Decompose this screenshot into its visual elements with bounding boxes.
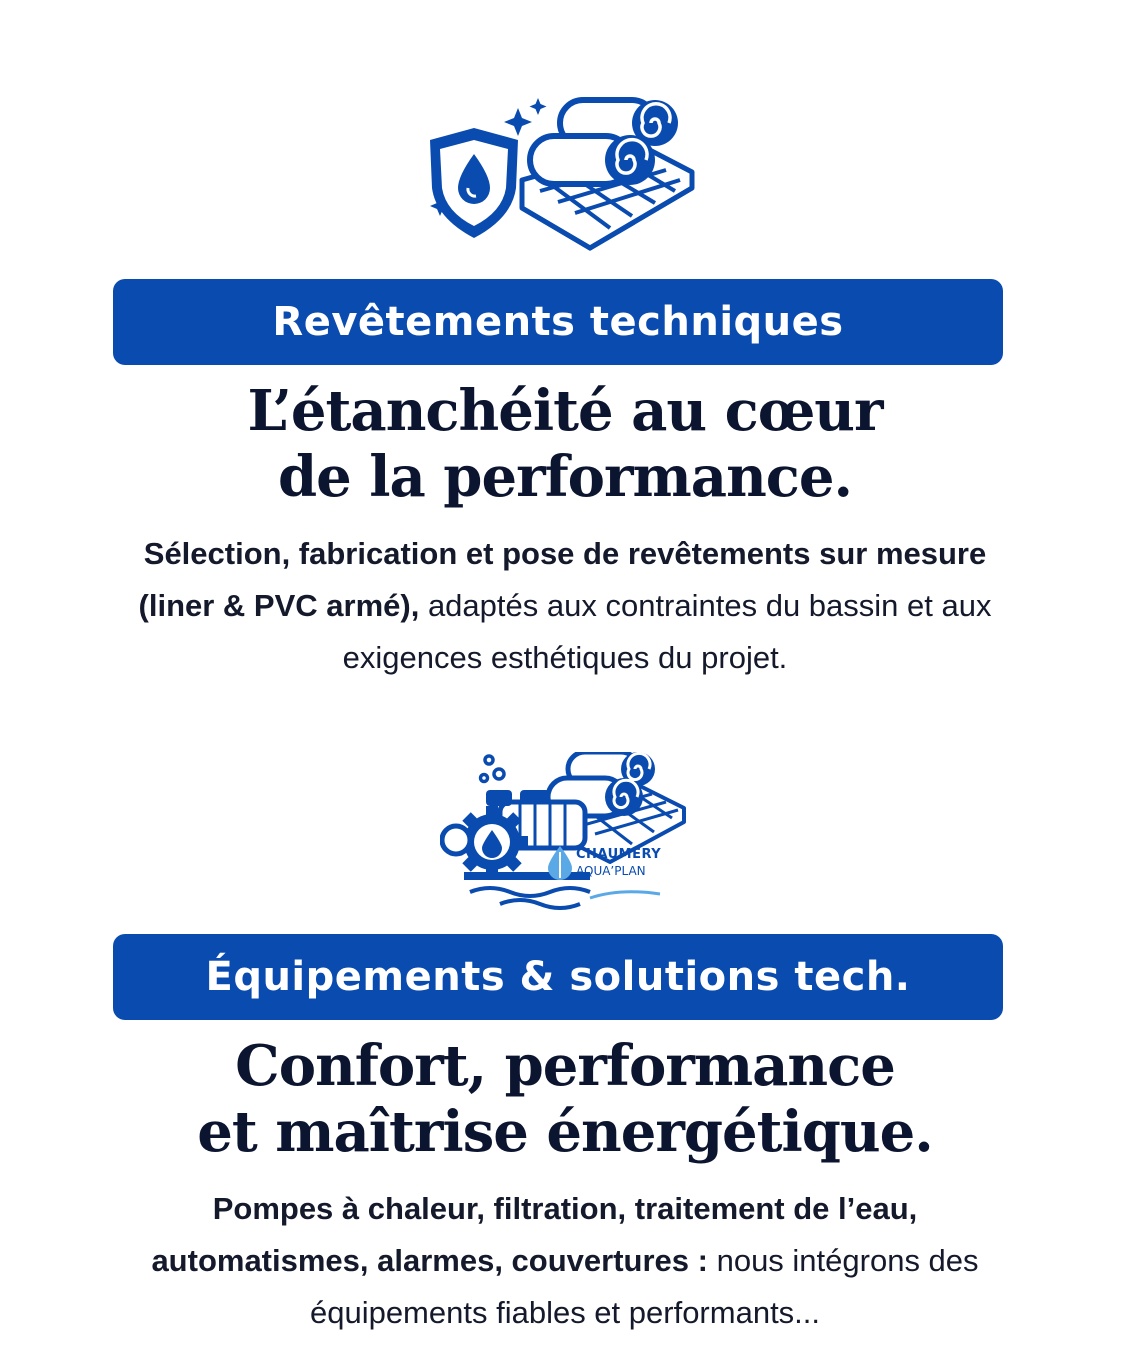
section2-headline-line1: Confort, performance (235, 1033, 895, 1099)
logo-line2: AQUA’PLAN (576, 864, 646, 878)
section1-headline-line2: de la performance. (277, 444, 853, 510)
section2-illustration (0, 752, 1130, 910)
chaumery-logo (548, 842, 664, 884)
section2-headline-line2: et maîtrise énergétique. (197, 1099, 933, 1165)
logo-line1: CHAUMERY (576, 847, 662, 862)
shield-drop-and-liner-rolls-icon (430, 88, 700, 253)
pump-gear-and-liner-rolls-icon (440, 752, 690, 910)
drop-logo-icon (548, 846, 572, 880)
section2-banner-label: Équipements & solutions tech. (205, 954, 911, 1000)
section1-description-bold: Sélection, fabrication et pose de revêtements sur mesure (liner & PVC armé), (138, 536, 987, 623)
section1-banner (113, 279, 1003, 365)
section1-illustration (0, 88, 1130, 253)
section2-description-bold: Pompes à chaleur, filtration, traitement de l’eau, automatismes, alarmes, couvertures : (151, 1191, 918, 1278)
section1-headline-line1: L’étanchéité au cœur (247, 378, 883, 444)
section2-description (110, 1183, 1020, 1339)
section2-banner (113, 934, 1003, 1020)
section1-banner-label: Revêtements techniques (272, 299, 844, 345)
section1-headline (0, 378, 1130, 510)
section1-description (110, 528, 1020, 684)
section1-description-regular: adaptés aux contraintes du bassin et aux exigences esthétiques du projet. (342, 588, 992, 675)
section2-description-regular: nous intégrons des équipements fiables et performants... (309, 1243, 979, 1330)
section2-headline (0, 1033, 1130, 1165)
